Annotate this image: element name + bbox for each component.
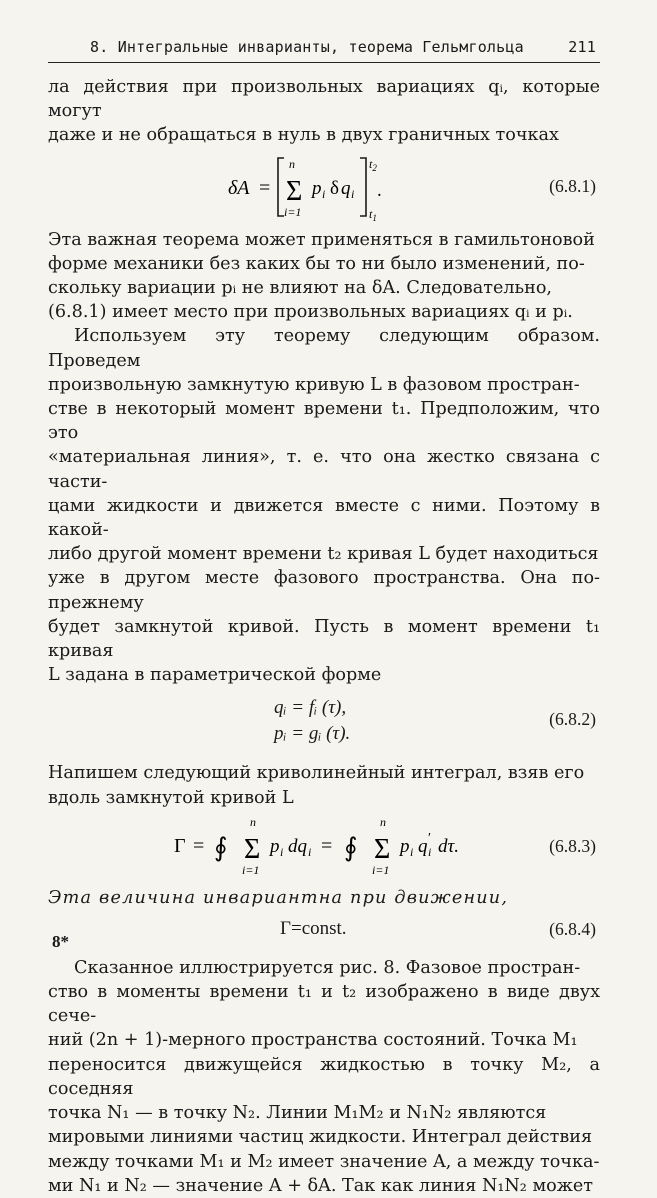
running-title: 8. Интегральные инварианты, теорема Гельмгольца [90,38,524,56]
para5-line1: Сказанное иллюстрируется рис. 8. Фазовое простран- [74,957,581,978]
italic-statement: Эта величина инвариантна при движении, [48,887,509,908]
signature-mark: 8* [52,932,69,951]
para1-line2: даже и не обращаться в нуль в двух граничных точках [48,125,559,146]
para3-line5: цами жидкости и движется вместе с ними. Поэтому в какой- [48,495,600,541]
para5-line3: ний (2n + 1)-мерного пространства состояний. Точка M₁ [48,1030,578,1051]
svg-text:δA: δA [228,176,250,199]
para3-line6: либо другой момент времени t₂ кривая L будет находиться [48,544,599,565]
para3-line3: стве в некоторый момент времени t₁. Предположим, что это [48,399,600,444]
page-number: 211 [568,38,596,56]
svg-text:n: n [250,814,256,829]
page [48,38,600,1198]
para4-line2: вдоль замкнутой кривой L [48,787,294,808]
para2-line4: (6.8.1) имеет место при произвольных вариациях qᵢ и pᵢ. [48,302,573,323]
svg-text:p: p [400,835,410,857]
svg-text:q: q [341,177,351,199]
svg-text:dτ.: dτ. [438,835,460,857]
equation-6-8-2 [48,687,600,753]
para2-line1: Эта важная теорема может применяться в гамильтоновой [48,229,595,250]
svg-text:p: p [270,835,280,857]
svg-text:∮: ∮ [344,832,358,863]
eq4-formula: Γ=const. [280,917,347,939]
eq2-number: (6.8.2) [549,709,596,730]
equation-6-8-1 [48,148,600,226]
svg-text:Σ: Σ [286,175,303,207]
para5-line8: ми N₁ и N₂ — значение A + δA. Так как линия N₁N₂ может [48,1175,594,1196]
para4-line1: Напишем следующий криволинейный интеграл, взяв его [48,763,585,784]
running-header [48,38,600,63]
svg-text:∮: ∮ [214,832,228,863]
eq4-number: (6.8.4) [549,918,596,939]
para3-line2: произвольную замкнутую кривую L в фазовом простран- [48,374,580,395]
svg-text:i: i [410,844,414,859]
svg-text:i=1: i=1 [284,204,302,219]
para5-line4: переносится движущейся жидкостью в точку M₂, а соседняя [48,1054,600,1099]
svg-text:i: i [280,844,284,859]
svg-text:=: = [321,834,333,857]
para5-line6: мировыми линиями частиц жидкости. Интеграл действия [48,1127,593,1148]
svg-text:=: = [259,176,271,199]
eq2-line2: pᵢ = gᵢ (τ). [274,723,351,745]
svg-text:Σ: Σ [244,833,261,865]
svg-text:t2: $t_2$ [369,156,377,173]
eq1-number: (6.8.1) [549,175,596,196]
para3-line8: будет замкнутой кривой. Пусть в момент времени t₁ кривая [48,616,600,662]
svg-text:i=1: i=1 [242,862,260,877]
svg-text:n: n [289,156,295,171]
para3-line9: L задана в параметрической форме [48,665,382,686]
svg-text:i: i [308,844,312,859]
para5-line5: точка N₁ — в точку N₂. Линии M₁M₂ и N₁N₂ являются [48,1103,547,1124]
eq2-lines [274,695,350,747]
svg-text:.: . [377,179,382,201]
para5-line2: ство в моменты времени t₁ и t₂ изображено в виде двух сече- [48,982,600,1027]
svg-text:i: i [322,186,326,201]
equation-6-8-3 [48,810,600,882]
para3-line7: уже в другом месте фазового пространства. Она по-прежнему [48,568,600,613]
para5-line7: между точками M₁ и M₂ имеет значение A, а между точка- [48,1151,600,1172]
eq1-formula [48,148,600,226]
svg-text:i: i [351,186,355,201]
svg-text:q: q [418,835,428,857]
svg-text:i=1: i=1 [372,862,390,877]
para2-line3: скольку вариации pᵢ не влияют на δA. Следовательно, [48,278,553,299]
eq2-line1: qᵢ = fᵢ (τ), [274,697,347,719]
svg-text:Σ: Σ [374,833,391,865]
svg-text:=: = [193,834,205,857]
eq3-formula [48,810,600,882]
para3-line1: Используем эту теорему следующим образом. Проведем [48,326,600,371]
svg-text:n: n [380,814,386,829]
svg-text:dq: dq [288,835,307,857]
svg-text:p: p [312,177,322,199]
svg-text:′: ′ [428,830,432,846]
svg-text:i: i [428,844,432,859]
equation-6-8-4 [48,910,600,950]
svg-text:δ: δ [330,177,339,199]
para1-line1: ла действия при произвольных вариациях qᵢ, которые могут [48,77,600,122]
svg-text:t1: $t_1$ [369,206,377,223]
para3-line4: «материальная линия», т. е. что она жестко связана с части- [48,447,600,492]
para2-line2: форме механики без каких бы то ни было изменений, по- [48,253,585,274]
svg-text:Γ: Γ [174,834,186,857]
eq3-number: (6.8.3) [549,835,596,856]
